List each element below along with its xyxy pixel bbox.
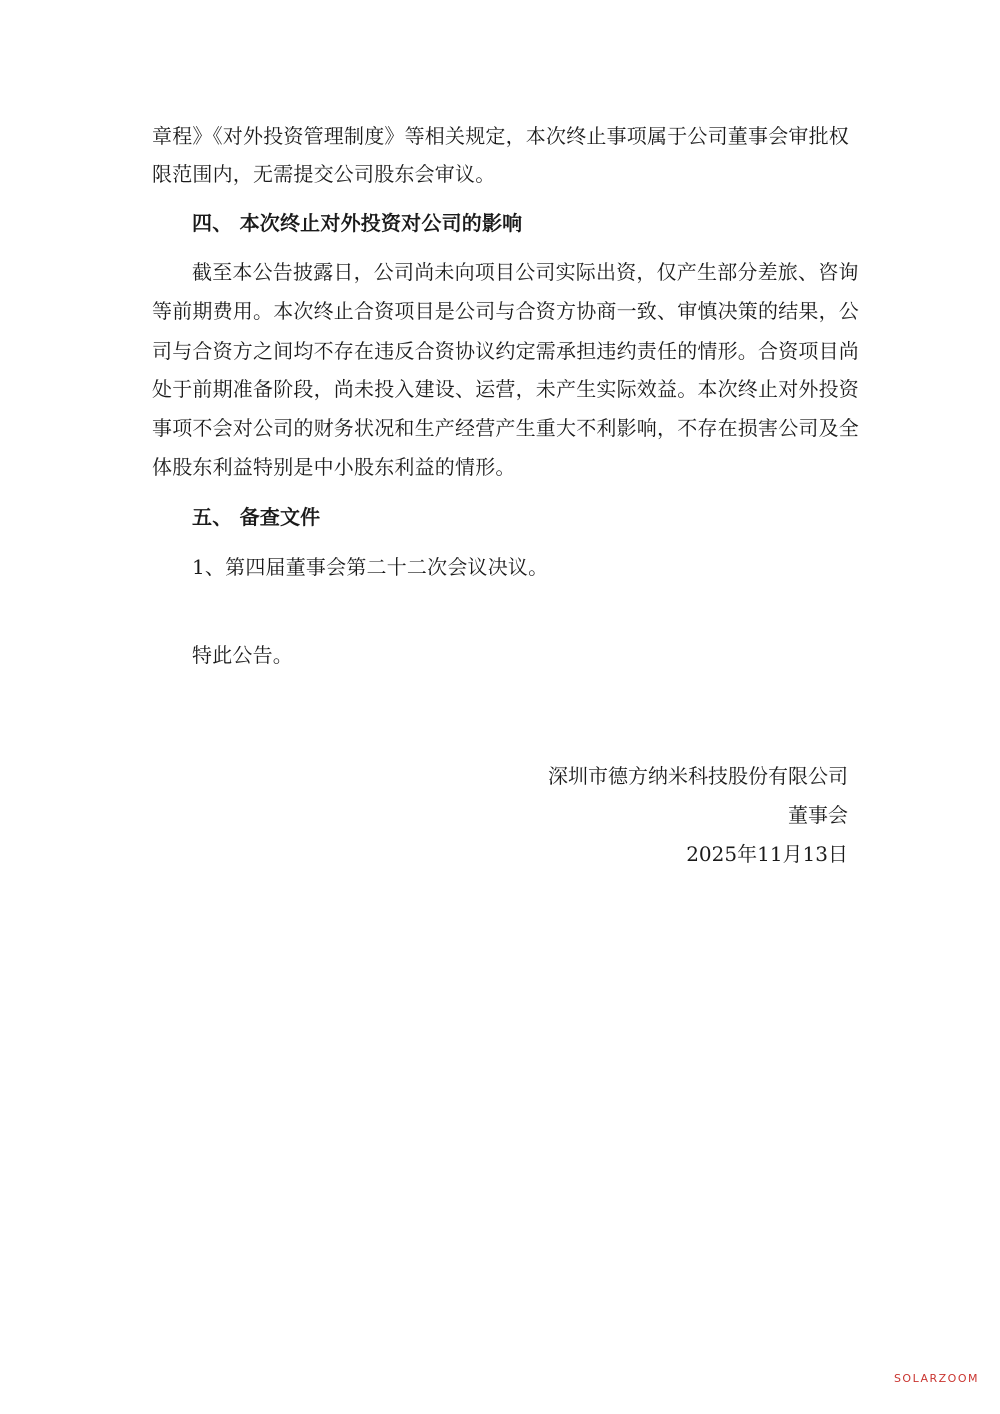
paragraph-line: 章程》《对外投资管理制度》等相关规定，本次终止事项属于公司董事会审批权 xyxy=(152,124,849,148)
section-5-heading: 五、 备查文件 xyxy=(192,505,321,529)
watermark: SOLARZOOM xyxy=(893,1372,979,1385)
paragraph-line: 体股东利益特别是中小股东利益的情形。 xyxy=(152,455,516,479)
signature-board: 董事会 xyxy=(788,803,848,827)
paragraph-line: 事项不会对公司的财务状况和生产经营产生重大不利影响，不存在损害公司及全 xyxy=(152,416,859,440)
paragraph-line: 截至本公告披露日，公司尚未向项目公司实际出资，仅产生部分差旅、咨询 xyxy=(192,260,859,284)
paragraph-line: 限范围内，无需提交公司股东会审议。 xyxy=(152,162,496,186)
section-4-heading: 四、 本次终止对外投资对公司的影响 xyxy=(192,211,523,235)
paragraph-line: 司与合资方之间均不存在违反合资协议约定需承担违约责任的情形。合资项目尚 xyxy=(152,339,859,363)
signature-company: 深圳市德方纳米科技股份有限公司 xyxy=(548,764,848,788)
signature-date: 2025年11月13日 xyxy=(686,842,848,866)
closing-statement: 特此公告。 xyxy=(192,643,293,667)
paragraph-line: 等前期费用。本次终止合资项目是公司与合资方协商一致、审慎决策的结果，公 xyxy=(152,299,859,323)
reference-document-item: 1、第四届董事会第二十二次会议决议。 xyxy=(192,555,549,579)
paragraph-line: 处于前期准备阶段，尚未投入建设、运营，未产生实际效益。本次终止对外投资 xyxy=(152,377,859,401)
